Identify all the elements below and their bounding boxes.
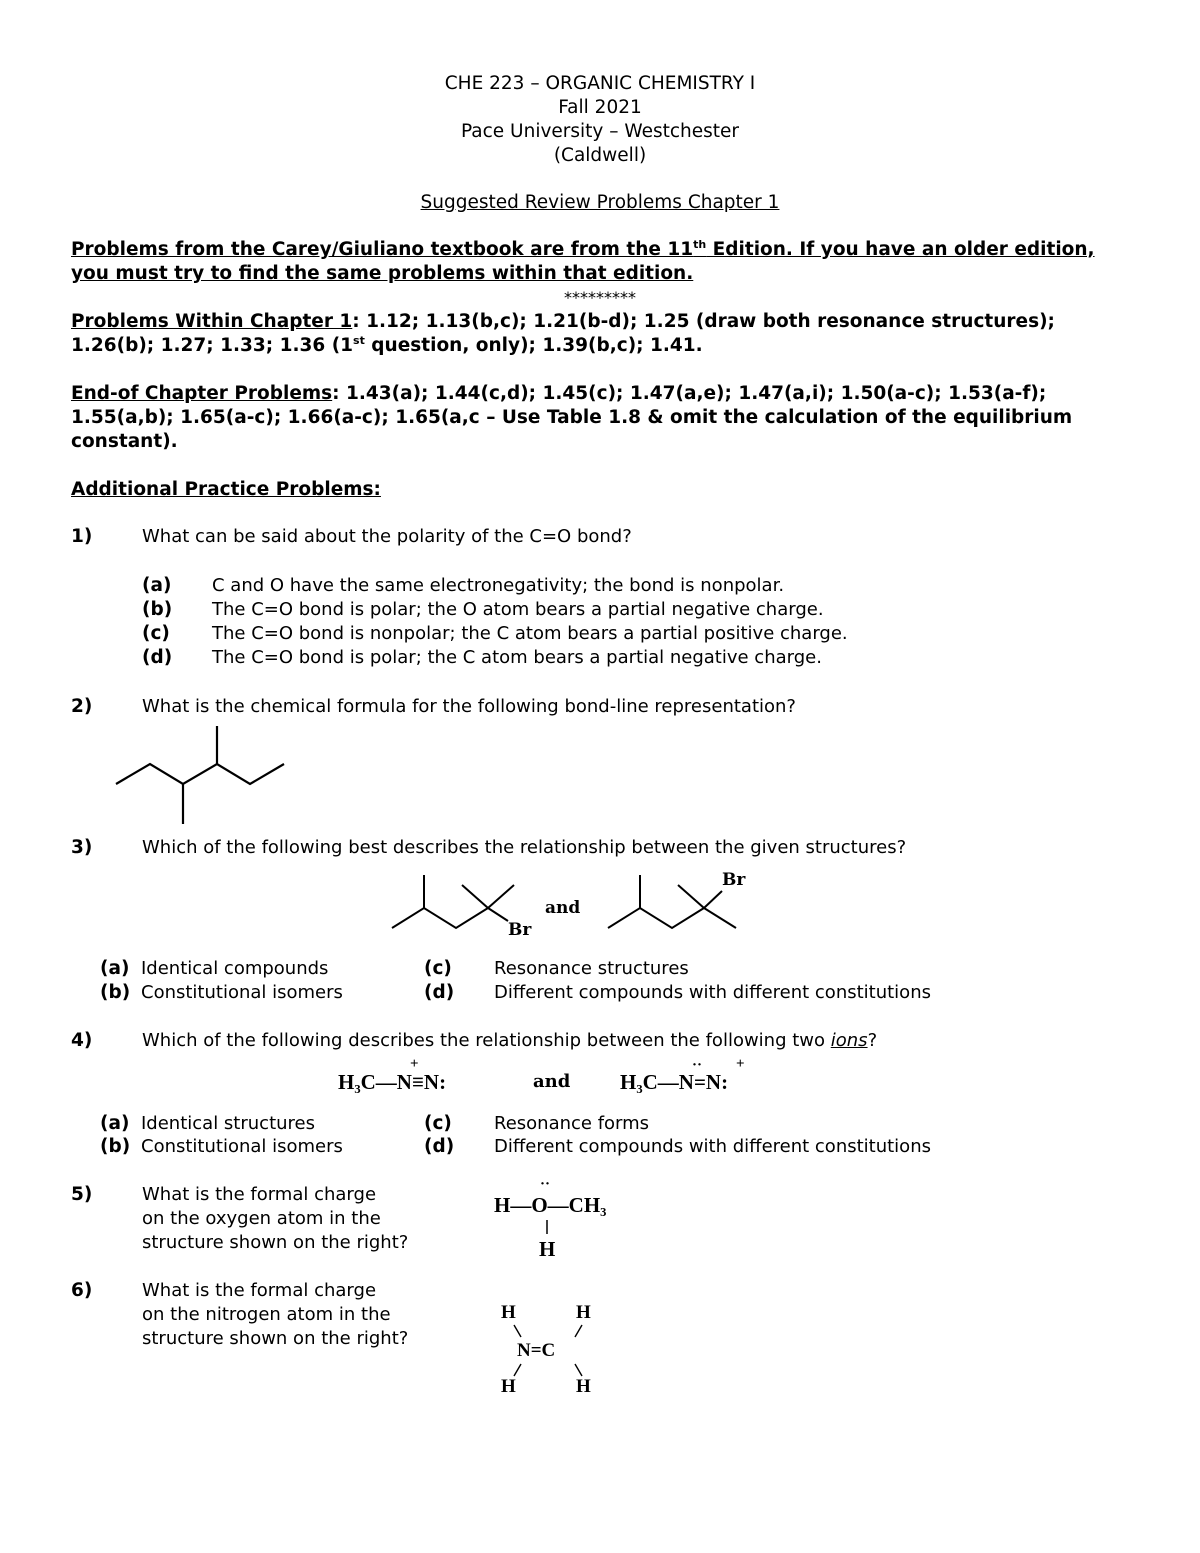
- question-5-number: 5): [71, 1184, 93, 1205]
- q1-option-a-letter: (a): [142, 575, 172, 596]
- additional-heading: Additional Practice Problems:: [71, 479, 381, 500]
- question-1-number: 1): [71, 526, 93, 547]
- q4-structure-1: H₃C—N≡N:: [338, 1070, 447, 1094]
- separator-stars: *********: [564, 288, 636, 307]
- q4-structure-2-charge: +: [736, 1056, 745, 1072]
- q3-option-d-text: Different compounds with different constitutions: [494, 982, 931, 1003]
- page-title: Suggested Review Problems Chapter 1: [420, 192, 780, 213]
- question-6-number: 6): [71, 1280, 93, 1301]
- q4-and-label: and: [533, 1071, 571, 1092]
- question-6-line-3: structure shown on the right?: [142, 1328, 409, 1349]
- q4-option-b-letter: (b): [100, 1136, 131, 1157]
- university: Pace University – Westchester: [460, 121, 740, 142]
- q3-and-label: and: [545, 898, 581, 918]
- question-1-text: What can be said about the polarity of the C=O bond?: [142, 526, 632, 547]
- q5-vertical-bond: [545, 1220, 549, 1236]
- q3-option-d-letter: (d): [424, 982, 455, 1003]
- within-chapter-problems: Problems Within Chapter 1: 1.12; 1.13(b,c); 1.21(b-d); 1.25 (draw both resonance structures); 1.26(b); 1.27; 1.33; 1.36 (1st question, only); 1.39(b,c); 1.41.: [71, 311, 1055, 356]
- course-title: CHE 223 – ORGANIC CHEMISTRY I: [444, 73, 756, 94]
- q3-option-a-text: Identical compounds: [141, 958, 329, 979]
- q6-hydrogen-bottom-left: H: [501, 1376, 516, 1397]
- question-6-line-1: What is the formal charge: [142, 1280, 377, 1301]
- q1-option-c-text: The C=O bond is nonpolar; the C atom bears a partial positive charge.: [212, 623, 848, 644]
- q4-option-c-text: Resonance forms: [494, 1113, 650, 1134]
- question-2-number: 2): [71, 696, 93, 717]
- question-3-number: 3): [71, 837, 93, 858]
- question-4-number: 4): [71, 1030, 93, 1051]
- q4-option-d-text: Different compounds with different constitutions: [494, 1136, 931, 1157]
- q1-option-d-letter: (d): [142, 647, 173, 668]
- question-6-line-2: on the nitrogen atom in the: [142, 1304, 391, 1325]
- bond-line-structure: [110, 722, 310, 832]
- q5-structure: H—O—CH₃: [494, 1193, 607, 1217]
- q4-structure-2-lone-pair: ··: [692, 1057, 703, 1073]
- q6-hydrogen-top-left: H: [501, 1302, 516, 1323]
- q4-structure-2: H₃C—N=N:: [620, 1070, 729, 1094]
- question-5-line-1: What is the formal charge: [142, 1184, 377, 1205]
- q3-bromine-label-left: Br: [508, 920, 532, 940]
- question-4-text: Which of the following describes the relationship between the following two ions?: [142, 1030, 878, 1051]
- q3-option-c-letter: (c): [424, 958, 452, 979]
- q1-option-b-letter: (b): [142, 599, 173, 620]
- question-5-line-2: on the oxygen atom in the: [142, 1208, 381, 1229]
- q5-lower-hydrogen: H: [539, 1237, 556, 1261]
- q6-core-structure: N=C: [517, 1340, 556, 1361]
- q6-hydrogen-top-right: H: [576, 1302, 591, 1323]
- edition-notice: Problems from the Carey/Giuliano textbook are from the 11th Edition. If you have an older edition, you must try to find the same problems within that edition.: [71, 237, 1095, 284]
- q5-lone-pair: ··: [540, 1176, 551, 1192]
- q1-option-a-text: C and O have the same electronegativity; the bond is nonpolar.: [212, 575, 785, 596]
- question-5-line-3: structure shown on the right?: [142, 1232, 409, 1253]
- q4-structure-1-charge: +: [410, 1056, 419, 1072]
- q3-option-b-text: Constitutional isomers: [141, 982, 343, 1003]
- q3-option-b-letter: (b): [100, 982, 131, 1003]
- instructor: (Caldwell): [553, 145, 647, 166]
- q3-option-c-text: Resonance structures: [494, 958, 689, 979]
- q1-option-c-letter: (c): [142, 623, 170, 644]
- q3-bromine-label-right: Br: [722, 870, 746, 890]
- q4-option-c-letter: (c): [424, 1113, 452, 1134]
- question-3-text: Which of the following best describes the relationship between the given structures?: [142, 837, 907, 858]
- q1-option-b-text: The C=O bond is polar; the O atom bears a partial negative charge.: [212, 599, 824, 620]
- q4-option-d-letter: (d): [424, 1136, 455, 1157]
- end-of-chapter-problems: End-of Chapter Problems: 1.43(a); 1.44(c,d); 1.45(c); 1.47(a,e); 1.47(a,i); 1.50(a-c); 1.53(a-f); 1.55(a,b); 1.65(a-c); 1.66(a-c); 1.65(a,c – Use Table 1.8 & omit the calculation of the equilibrium constant).: [71, 383, 1073, 452]
- q6-hydrogen-bottom-right: H: [576, 1376, 591, 1397]
- q1-option-d-text: The C=O bond is polar; the C atom bears a partial negative charge.: [212, 647, 822, 668]
- q4-option-a-letter: (a): [100, 1113, 130, 1134]
- q3-option-a-letter: (a): [100, 958, 130, 979]
- term: Fall 2021: [558, 97, 642, 118]
- question-2-text: What is the chemical formula for the following bond-line representation?: [142, 696, 796, 717]
- q4-option-a-text: Identical structures: [141, 1113, 315, 1134]
- q4-option-b-text: Constitutional isomers: [141, 1136, 343, 1157]
